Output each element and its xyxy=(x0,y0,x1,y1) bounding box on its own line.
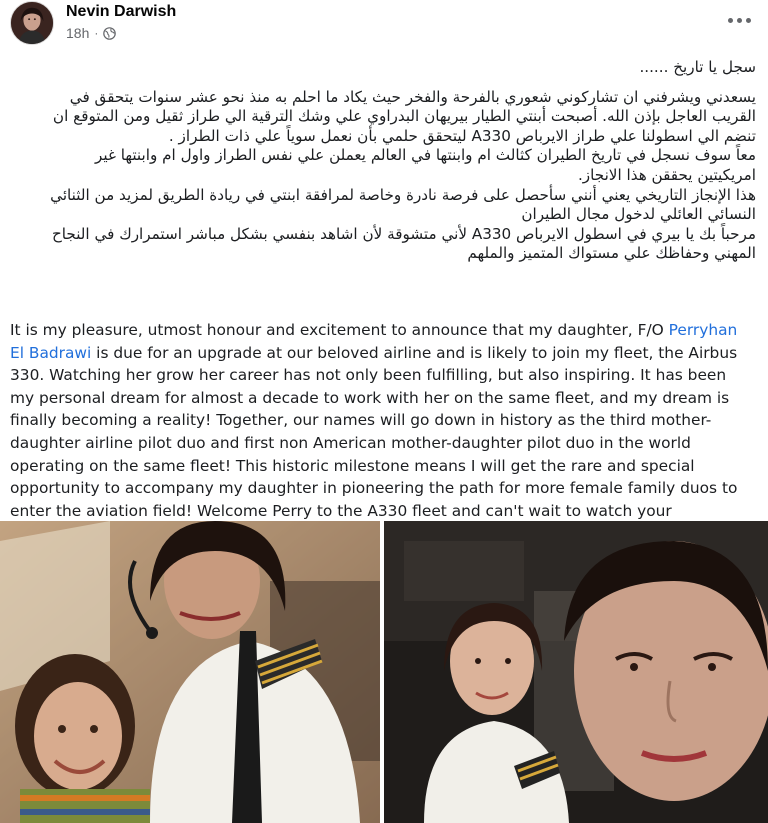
arabic-line: تنضم الي اسطولنا علي طراز الايرباص A330 ليتحقق حلمي بأن نعمل سوياً علي ذات الطراز . xyxy=(168,126,756,145)
arabic-line: مرحباً بك يا بيري في اسطول الايرباص A330 لأني متشوقة لأن اشاهد بنفسي بشكل مباشر استمرارك في النجاح xyxy=(51,224,756,243)
arabic-line: سجل يا تاريخ ...... xyxy=(639,58,756,76)
mention-link[interactable]: Perryhan xyxy=(668,321,738,339)
arabic-line: هذا الإنجاز التاريخي يعني أنني سأحصل على فرصة نادرة وخاصة لمرافقة ابنتي في ريادة الطريق لمزيد من الثنائي xyxy=(50,185,756,204)
author-name[interactable]: Nevin Darwish xyxy=(66,3,177,20)
post-time[interactable]: 18h xyxy=(66,25,90,41)
post-text-english xyxy=(10,319,760,545)
globe-icon[interactable] xyxy=(103,27,116,40)
arabic-line: المهني وحفاظك علي مستواك المتميز والملهم xyxy=(467,244,756,263)
english-line xyxy=(10,342,760,365)
arabic-line: امريكيتين يحققن هذا الانجاز. xyxy=(577,165,756,184)
post-photo-left[interactable] xyxy=(0,521,380,823)
meta-separator: · xyxy=(94,26,99,40)
author-avatar[interactable] xyxy=(10,1,54,45)
english-text: It is my pleasure, utmost honour and excitement to announce that my daughter, F/O xyxy=(10,321,669,339)
post-header xyxy=(0,0,768,50)
english-text: is due for an upgrade at our beloved airline and is likely to join my fleet, the Airbus xyxy=(91,343,738,362)
post-photo-right[interactable] xyxy=(384,521,768,823)
english-line: 330. Watching her grow her career has not only been fulfilling, but also inspiring. It has been xyxy=(10,366,727,385)
cockpit-selfie-icon xyxy=(384,521,768,823)
arabic-line: القريب العاجل بإذن الله. أصبحت أبنتي الطيار بيريهان البدراوي علي وشك الترقية الي طراز ثقيل ومن المتوقع ان xyxy=(52,107,756,126)
english-line: operating on the same fleet! This historic milestone means I will get the rare and special xyxy=(10,456,695,475)
english-line: daughter airline pilot duo and first non American mother-daughter pilot duo in the world xyxy=(10,433,691,452)
more-options-icon xyxy=(737,18,742,23)
english-line: finally becoming a reality! Together, our names will go down in history as the third mother- xyxy=(10,411,712,430)
mention-link[interactable]: El Badrawi xyxy=(10,343,92,362)
english-line: enter the aviation field! Welcome Perry to the A330 fleet and can't wait to watch your xyxy=(10,501,672,520)
post-text-arabic xyxy=(10,58,756,264)
vintage-photo-icon xyxy=(0,521,380,823)
avatar-icon xyxy=(11,2,53,44)
english-line: opportunity to accompany my daughter in pioneering the path for more female family duos to xyxy=(10,479,738,498)
arabic-line: معاً سوف نسجل في تاريخ الطيران كثالث ام وابنتها في العالم يعملن علي نفس الطراز واول ام وابنتها غير xyxy=(94,146,756,165)
arabic-line: يسعدني ويشرفني ان تشاركوني شعوري بالفرحة والفخر حيث يكاد ما احلم به منذ نحو عشر سنوات يتحقق في xyxy=(69,87,756,106)
english-line: my personal dream for almost a decade to work with her on the same fleet, and my dream is xyxy=(10,388,730,407)
more-options-icon xyxy=(746,18,751,23)
more-options-icon xyxy=(728,18,733,23)
post-meta xyxy=(66,25,116,41)
more-options-button[interactable] xyxy=(724,8,754,32)
english-line xyxy=(10,319,760,342)
arabic-line: النسائي العائلي لدخول مجال الطيران xyxy=(521,205,756,224)
